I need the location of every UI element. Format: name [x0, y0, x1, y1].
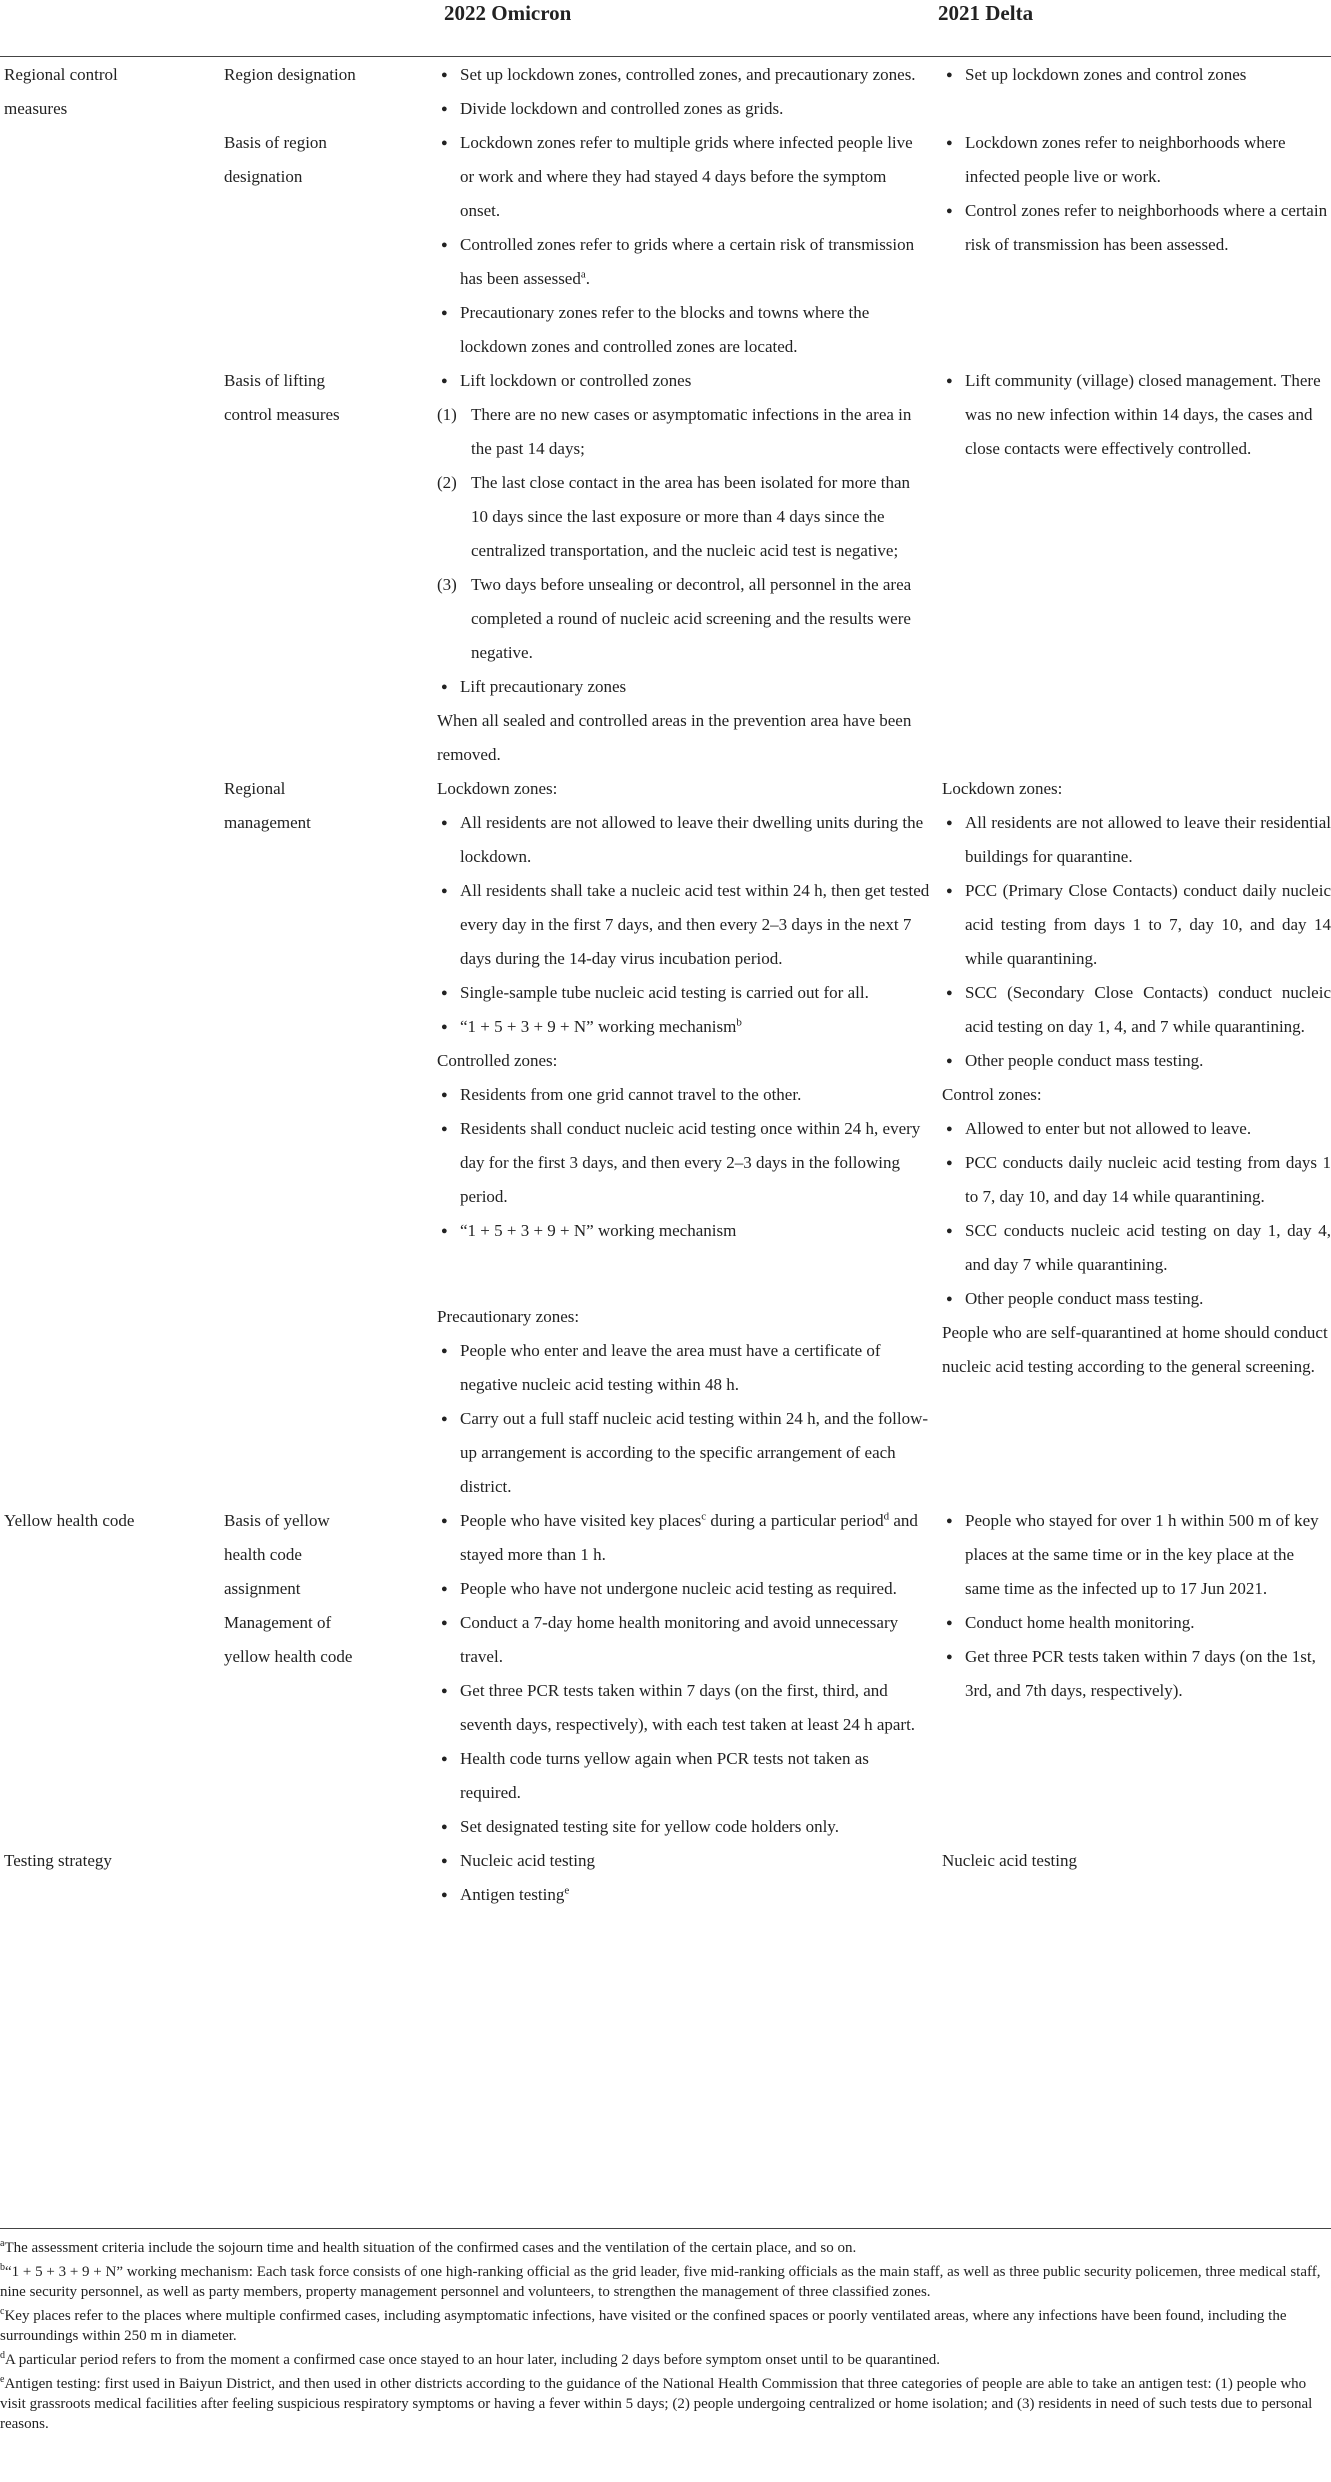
omicron-cell: [437, 1504, 942, 1606]
list-item: ● Residents from one grid cannot travel to the other.: [437, 1078, 930, 1112]
list-item: ● Other people conduct mass testing.: [942, 1282, 1331, 1316]
zone-title: Lockdown zones:: [437, 779, 558, 798]
list-item: ● Residents shall conduct nucleic acid testing once within 24 h, every day for the first 3 days, and then every 2–3 days in the following period.: [437, 1112, 930, 1214]
omicron-cell: [437, 126, 942, 364]
cell-text: Nucleic acid testing: [942, 1851, 1078, 1870]
list-item: ● Precautionary zones refer to the blocks and towns where the lockdown zones and controlled zones are located.: [437, 296, 930, 364]
subcategory-cell: [224, 126, 437, 364]
category-cell: [0, 58, 224, 126]
omicron-cell: [437, 58, 942, 126]
category-testing: Testing strategy: [4, 1851, 112, 1870]
list-item: ● Set up lockdown zones and control zones: [942, 58, 1331, 92]
list-item: ● People who have not undergone nucleic acid testing as required.: [437, 1572, 930, 1606]
list-item: ● PCC conducts daily nucleic acid testing from days 1 to 7, day 10, and day 14 while quarantining.: [942, 1146, 1331, 1214]
subcategory-cell: [224, 1504, 437, 1606]
delta-cell: [942, 1844, 1331, 1912]
list-item: ● Lift community (village) closed management. There was no new infection within 14 days, the cases and close contacts were effectively controlled.: [942, 364, 1331, 466]
omicron-cell: [437, 364, 942, 772]
list-item: ● Conduct home health monitoring.: [942, 1606, 1331, 1640]
list-item: ● Health code turns yellow again when PCR tests not taken as required.: [437, 1742, 930, 1810]
list-item: ● Control zones refer to neighborhoods where a certain risk of transmission has been assessed.: [942, 194, 1331, 262]
list-item: ● Lift lockdown or controlled zones: [437, 364, 930, 398]
list-item: ● Carry out a full staff nucleic acid testing within 24 h, and the follow-up arrangement is according to the specific arrangement of each district.: [437, 1402, 930, 1504]
table-row: [0, 58, 1331, 126]
subcategory-cell: [224, 772, 437, 1504]
category-cell: [0, 1844, 224, 1912]
column-header-delta: 2021 Delta: [938, 1, 1034, 25]
table-body: [0, 58, 1331, 1912]
footnotes: [0, 2238, 1331, 2438]
footnote-a: $^a$The assessment criteria include the sojourn time and health situation of the confirmed cases and the ventilation of the certain place, and so on.: [0, 2238, 857, 2256]
list-item: ● SCC conducts nucleic acid testing on day 1, day 4, and day 7 while quarantining.: [942, 1214, 1331, 1282]
list-item: ● Set up lockdown zones, controlled zones, and precautionary zones.: [437, 58, 930, 92]
footnote-ref: a: [580, 268, 586, 281]
cell-text: People who are self-quarantined at home should conduct nucleic acid testing according to the general screening.: [942, 1323, 1328, 1376]
list-item: ● Lockdown zones refer to neighborhoods where infected people live or work.: [942, 126, 1331, 194]
list-item: ● Conduct a 7-day home health monitoring and avoid unnecessary travel.: [437, 1606, 930, 1674]
list-item: ● All residents shall take a nucleic acid test within 24 h, then get tested every day in the first 7 days, and then every 2–3 days in the next 7 days during the 14-day virus incubation period.: [437, 874, 930, 976]
footnote-d: $^d$A particular period refers to from the moment a confirmed case once stayed to an hour later, including 2 days before symptom onset until to be quarantined.: [0, 2350, 940, 2368]
list-item: ● Allowed to enter but not allowed to leave.: [942, 1112, 1331, 1146]
numbered-item: (2) The last close contact in the area has been isolated for more than 10 days since the last exposure or more than 4 days since the centralized transportation, and the nucleic acid test is negative;: [437, 473, 910, 560]
list-item: ● Controlled zones refer to grids where a certain risk of transmission has been assessed$^a$.: [437, 228, 930, 296]
subcategory-yellow-management: Management of yellow health code: [224, 1613, 353, 1666]
subcategory-lifting: Basis of lifting control measures: [224, 371, 340, 424]
subcategory-yellow-basis: Basis of yellow health code assignment: [224, 1511, 330, 1598]
list-item: ● Set designated testing site for yellow code holders only.: [437, 1810, 930, 1844]
omicron-cell: [437, 1844, 942, 1912]
footnote-ref: b: [736, 1016, 742, 1029]
cell-text: When all sealed and controlled areas in the prevention area have been removed.: [437, 711, 912, 764]
list-item: ● SCC (Secondary Close Contacts) conduct nucleic acid testing on day 1, 4, and 7 while quarantining.: [942, 976, 1331, 1044]
subcategory-basis-designation: Basis of region designation: [224, 133, 327, 186]
list-item: ● Antigen testing$^e$: [437, 1878, 930, 1912]
column-header-omicron: 2022 Omicron: [444, 1, 572, 25]
numbered-item: (1) There are no new cases or asymptomatic infections in the area in the past 14 days;: [437, 405, 912, 458]
category-regional: Regional control measures: [4, 65, 118, 118]
subcategory-cell: [224, 1606, 437, 1844]
footnote-b: $^b$“1 + 5 + 3 + 9 + N” working mechanism: Each task force consists of one high-ranking official as the grid leader, five mid-ranking officials as the main staff, as well as three public security policemen, three medical staff, nine security personnel, as well as party members, property management personnel and volunteers, to strengthen the management of three classified zones.: [0, 2262, 1321, 2300]
list-item: ● People who stayed for over 1 h within 500 m of key places at the same time or in the key place at the same time as the infected up to 17 Jun 2021.: [942, 1504, 1331, 1606]
list-item: ● Lockdown zones refer to multiple grids where infected people live or work and where they had stayed 4 days before the symptom onset.: [437, 126, 930, 228]
numbered-item: (3) Two days before unsealing or decontrol, all personnel in the area completed a round of nucleic acid screening and the results were negative.: [437, 575, 912, 662]
footer-rule: [0, 2228, 1331, 2229]
list-item: ● Get three PCR tests taken within 7 days (on the 1st, 3rd, and 7th days, respectively).: [942, 1640, 1331, 1708]
subcategory-management: Regional management: [224, 779, 311, 832]
header-rule: [0, 56, 1331, 57]
table-row: [0, 1606, 1331, 1844]
category-cell: [0, 1504, 224, 1606]
zone-title: Controlled zones:: [437, 1051, 558, 1070]
list-item: ● Divide lockdown and controlled zones as grids.: [437, 92, 930, 126]
list-item: ● Single-sample tube nucleic acid testing is carried out for all.: [437, 976, 930, 1010]
list-item: ● Other people conduct mass testing.: [942, 1044, 1331, 1078]
table-row: [0, 1844, 1331, 1912]
subcategory-cell: [224, 58, 437, 126]
list-item: ● All residents are not allowed to leave their residential buildings for quarantine.: [942, 806, 1331, 874]
list-item: ● PCC (Primary Close Contacts) conduct daily nucleic acid testing from days 1 to 7, day 10, and day 14 while quarantining.: [942, 874, 1331, 976]
zone-title: Precautionary zones:: [437, 1307, 580, 1326]
footnote-c: $^c$Key places refer to the places where multiple confirmed cases, including asymptomatic infections, have visited or the confined spaces or poorly ventilated areas, where any infections have been found, including the surroundings within 250 m in diameter.: [0, 2306, 1287, 2344]
list-item: ● “1 + 5 + 3 + 9 + N” working mechanism: [437, 1214, 930, 1248]
omicron-cell: [437, 1606, 942, 1844]
delta-cell: [942, 364, 1331, 772]
omicron-cell: [437, 772, 942, 1504]
delta-cell: [942, 58, 1331, 126]
category-yellow: Yellow health code: [4, 1511, 135, 1530]
delta-cell: [942, 772, 1331, 1504]
subcategory-region-designation: Region designation: [224, 65, 356, 84]
list-item: ● All residents are not allowed to leave their dwelling units during the lockdown.: [437, 806, 930, 874]
table-row: [0, 772, 1331, 1504]
list-item: ● People who enter and leave the area must have a certificate of negative nucleic acid testing within 48 h.: [437, 1334, 930, 1402]
table-row: [0, 1504, 1331, 1606]
delta-cell: [942, 126, 1331, 364]
footnote-ref: d: [883, 1510, 890, 1523]
zone-title: Control zones:: [942, 1085, 1042, 1104]
list-item: ● Nucleic acid testing: [437, 1844, 930, 1878]
table-row: [0, 126, 1331, 364]
list-item: ● “1 + 5 + 3 + 9 + N” working mechanism$^b$: [437, 1010, 930, 1044]
delta-cell: [942, 1504, 1331, 1606]
table-row: [0, 364, 1331, 772]
footnote-e: $^e$Antigen testing: first used in Baiyun District, and then used in other districts according to the guidance of the National Health Commission that three categories of people are able to take an antigen test: (1) people who visit grassroots medical facilities after feeling suspicious respiratory symptoms or having a fever within 5 days; (2) people undergoing centralized or home isolation; and (3) residents in need of such tests due to personal reasons.: [0, 2374, 1313, 2432]
list-item: ● Get three PCR tests taken within 7 days (on the first, third, and seventh days, respectively), with each test taken at least 24 h apart.: [437, 1674, 930, 1742]
list-item: ● Lift precautionary zones: [437, 670, 930, 704]
list-item: ● People who have visited key places$^c$ during a particular period$^d$ and stayed more than 1 h.: [437, 1504, 930, 1572]
zone-title: Lockdown zones:: [942, 779, 1063, 798]
delta-cell: [942, 1606, 1331, 1844]
footnote-ref: e: [564, 1884, 570, 1897]
subcategory-cell: [224, 364, 437, 772]
footnote-ref: c: [701, 1510, 707, 1523]
